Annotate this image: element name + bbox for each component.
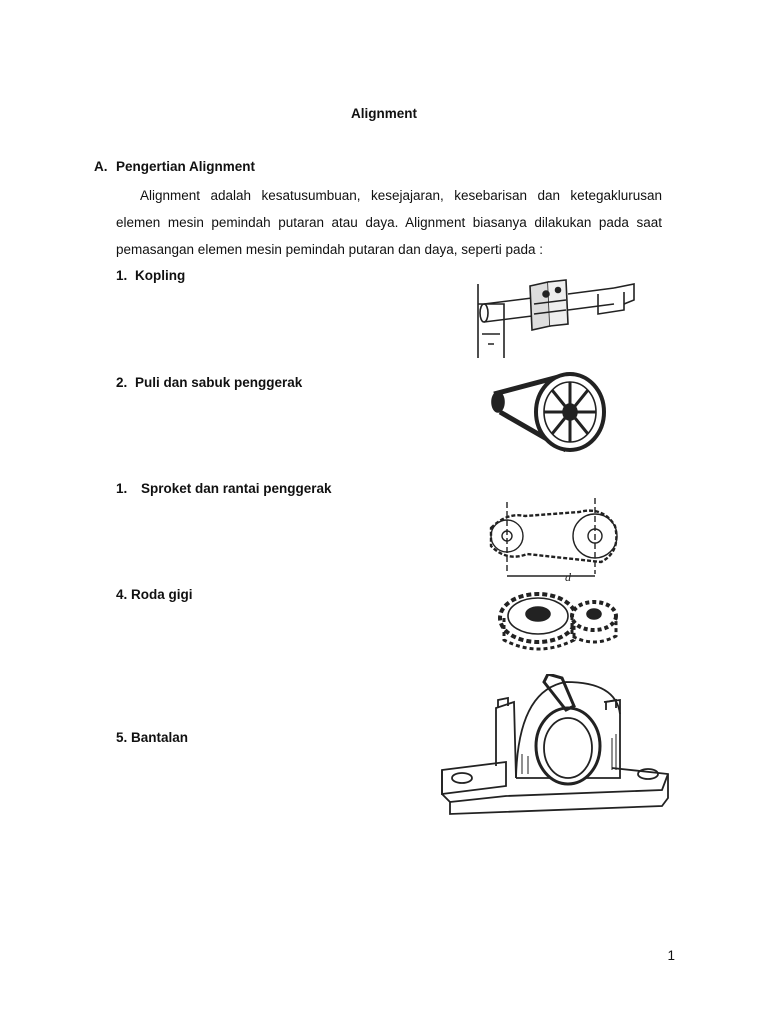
list-item <box>116 587 193 602</box>
document-title: Alignment <box>351 106 417 121</box>
list-item-label: Bantalan <box>131 730 189 745</box>
list-item-number: 1. <box>116 268 128 283</box>
gear-illustration <box>494 586 620 652</box>
coupling-illustration <box>474 274 638 358</box>
list-item-number: 5. <box>116 730 128 745</box>
section-paragraph-text: Alignment adalah kesatusumbuan, kesejajaran, kesebarisan dan ketegaklurusan elemen mesin pemindah putaran atau daya. Alignment biasanya dilakukan pada saat pemasangan elemen mesin pemindah putaran dan daya, seperti pada : <box>116 188 662 257</box>
sprocket-dimension-label: d <box>565 570 571 582</box>
list-item-label: Puli dan sabuk penggerak <box>135 375 303 390</box>
list-item-label: Sproket dan rantai penggerak <box>141 481 332 496</box>
bearing-illustration <box>436 674 676 824</box>
list-item <box>116 268 185 283</box>
list-item-label: Kopling <box>135 268 186 283</box>
section-paragraph <box>116 182 662 263</box>
list-item-number: 2. <box>116 375 128 390</box>
pulley-belt-illustration <box>486 368 612 456</box>
list-item <box>116 730 188 745</box>
page-number: 1 <box>667 948 675 963</box>
list-item-label: Roda gigi <box>131 587 193 602</box>
list-item-number: 4. <box>116 587 128 602</box>
list-item <box>116 481 332 496</box>
section-heading <box>94 159 255 174</box>
list-item <box>116 375 302 390</box>
section-letter: A. <box>94 159 108 174</box>
section-heading-text: Pengertian Alignment <box>116 159 256 174</box>
sprocket-chain-illustration <box>485 492 621 582</box>
list-item-number: 1. <box>116 481 128 496</box>
